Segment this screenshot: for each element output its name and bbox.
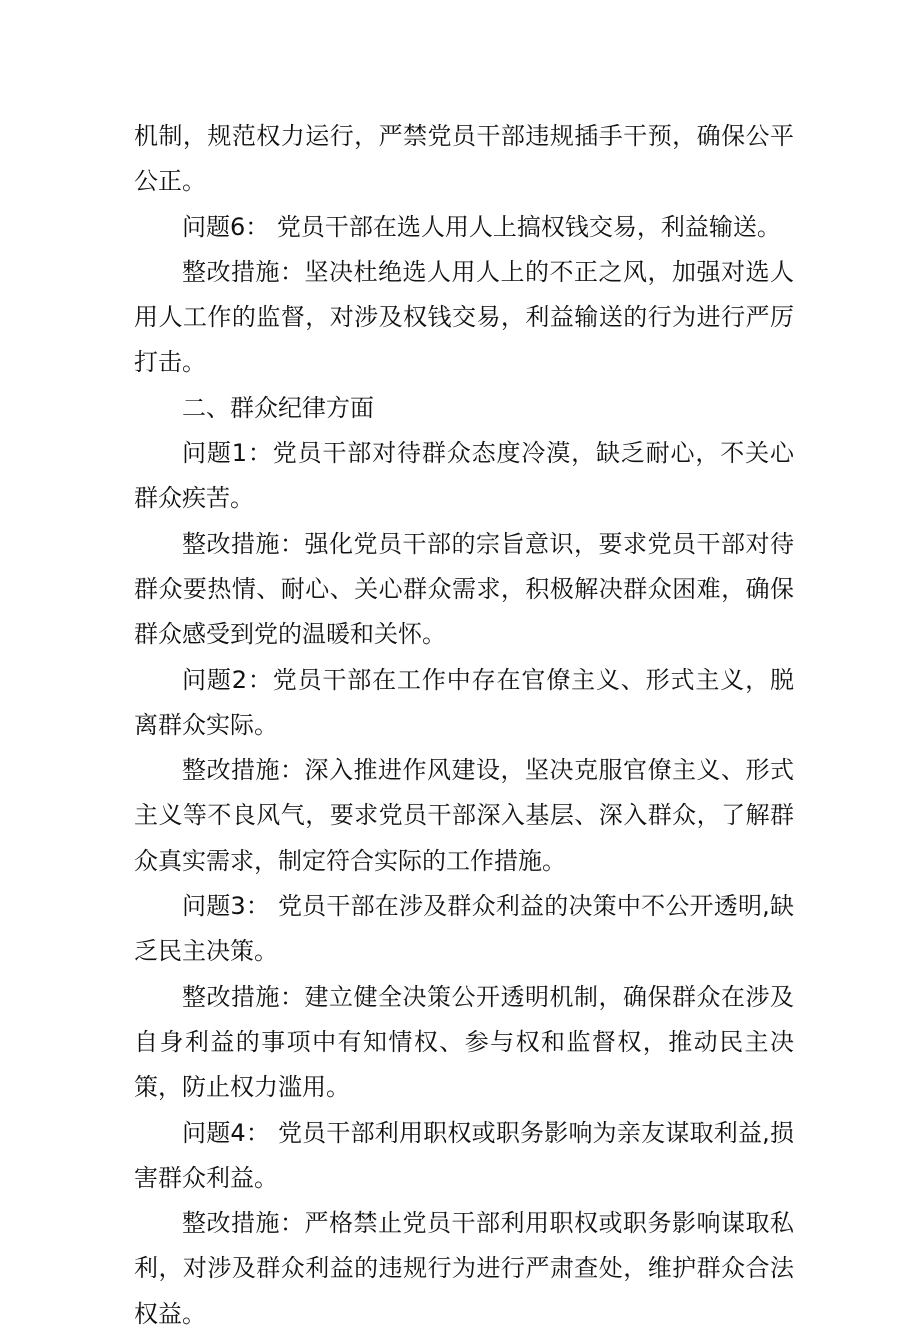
paragraph-measure-4: 整改措施：严格禁止党员干部利用职权或职务影响谋取私利，对涉及群众利益的违规行为进行严肃查处，维护群众合法权益。 [134, 1209, 794, 1328]
paragraph-issue-1: 问题1：党员干部对待群众态度冷漠，缺乏耐心，不关心群众疾苦。 [134, 439, 794, 513]
paragraph-measure-6: 整改措施：坚决杜绝选人用人上的不正之风，加强对选人用人工作的监督，对涉及权钱交易，利益输送的行为进行严厉打击。 [134, 257, 794, 377]
paragraph-issue-3: 问题3： 党员干部在涉及群众利益的决策中不公开透明,缺乏民主决策。 [134, 892, 794, 966]
paragraph-measure-2: 整改措施：深入推进作风建设，坚决克服官僚主义、形式主义等不良风气，要求党员干部深入基层、深入群众，了解群众真实需求，制定符合实际的工作措施。 [134, 756, 794, 875]
paragraph-issue-6: 问题6： 党员干部在选人用人上搞权钱交易，利益输送。 [182, 212, 781, 241]
paragraph-measure-1: 整改措施：强化党员干部的宗旨意识，要求党员干部对待群众要热情、耐心、关心群众需求，积极解决群众困难，确保群众感受到党的温暖和关怀。 [134, 529, 794, 649]
paragraph-continuation: 机制，规范权力运行，严禁党员干部违规插手干预，确保公平公正。 [134, 122, 794, 196]
paragraph-measure-3: 整改措施：建立健全决策公开透明机制，确保群众在涉及自身利益的事项中有知情权、参与权和监督权，推动民主决策，防止权力滥用。 [134, 982, 794, 1102]
paragraph-issue-2: 问题2：党员干部在工作中存在官僚主义、形式主义，脱离群众实际。 [134, 665, 794, 739]
paragraph-issue-4: 问题4： 党员干部利用职权或职务影响为亲友谋取利益,损害群众利益。 [134, 1118, 794, 1192]
section-heading-mass-discipline: 二、群众纪律方面 [182, 393, 374, 422]
document-body [134, 114, 794, 1337]
